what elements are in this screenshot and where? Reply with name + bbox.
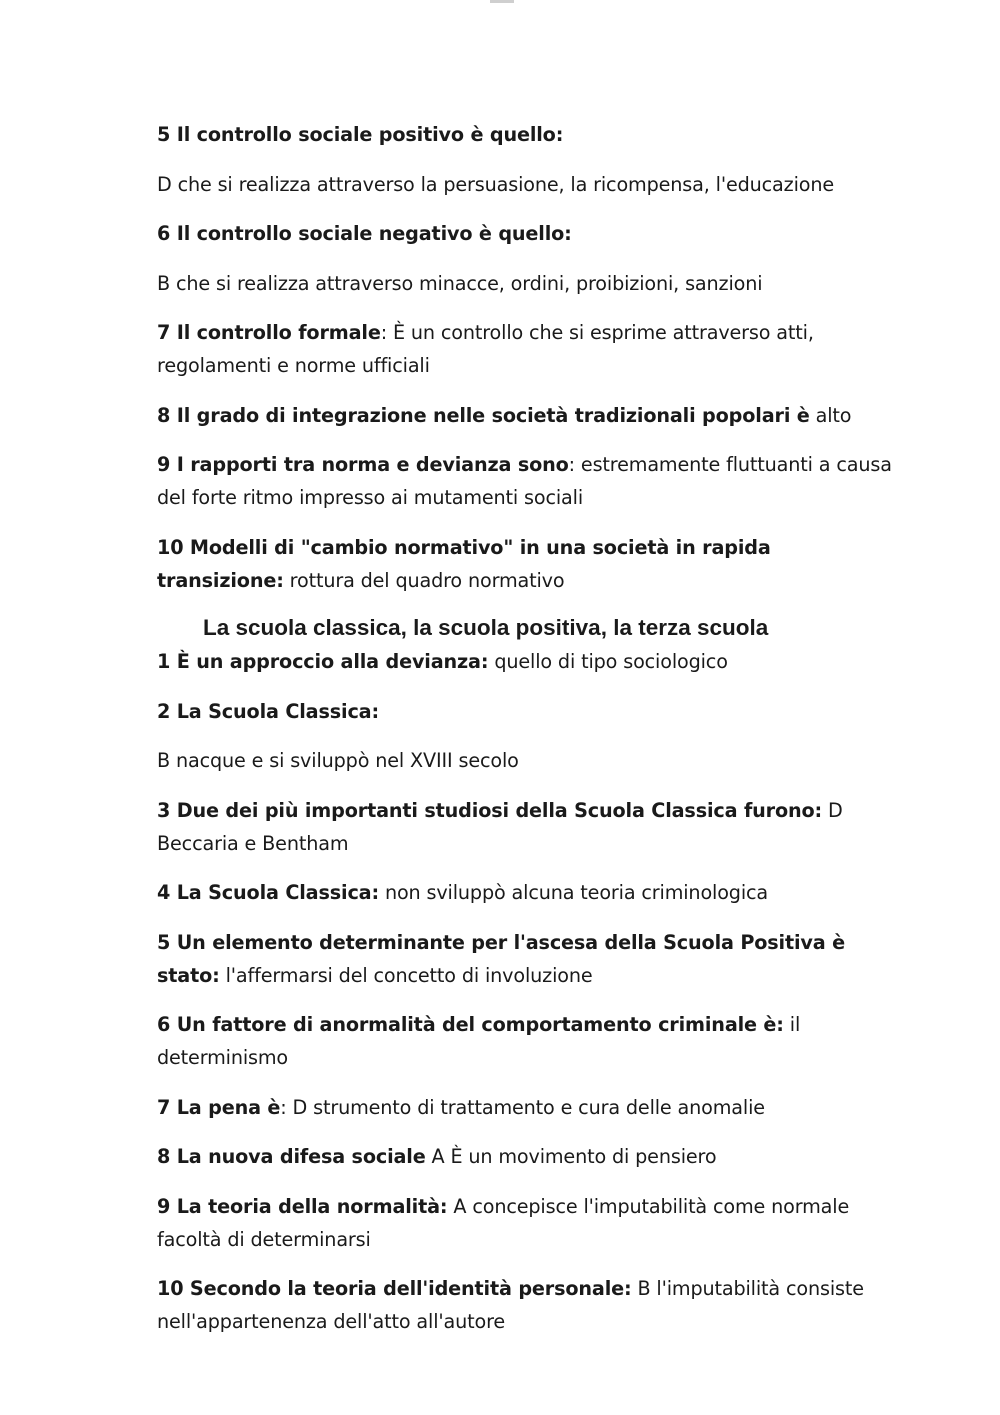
question-item — [157, 794, 902, 860]
document-body — [157, 118, 902, 1355]
question-text: 6 Il controllo sociale negativo è quello: — [157, 222, 572, 245]
answer-text: non sviluppò alcuna teoria criminologica — [379, 881, 769, 904]
question-item — [157, 1272, 902, 1338]
answer-text: D Beccaria e Bentham — [157, 798, 843, 855]
question-text: 7 La pena è — [157, 1095, 281, 1119]
question-item — [157, 1190, 902, 1256]
question-item — [157, 876, 902, 909]
question-text: 5 Il controllo sociale positivo è quello: — [157, 123, 564, 146]
question-text: 5 Un elemento determinante per l'ascesa della Scuola Positiva è stato: — [157, 930, 845, 987]
question-item — [157, 645, 902, 678]
question-text: 9 I rapporti tra norma e devianza sono — [157, 453, 569, 476]
answer-text: B che si realizza attraverso minacce, ordini, proibizioni, sanzioni — [157, 271, 763, 295]
question-text: 7 Il controllo formale — [157, 321, 381, 344]
answer-text: A È un movimento di pensiero — [425, 1145, 717, 1168]
question-text: 8 La nuova difesa sociale — [157, 1145, 426, 1168]
question-text: 2 La Scuola Classica: — [157, 699, 379, 723]
question-item — [157, 217, 902, 250]
question-text: 8 Il grado di integrazione nelle società tradizionali popolari è — [157, 403, 810, 427]
question-text: 1 È un approccio alla devianza: — [157, 650, 489, 673]
question-item — [157, 926, 902, 992]
question-text: 6 Un fattore di anormalità del comportamento criminale è: — [157, 1013, 784, 1036]
answer-text: l'affermarsi del concetto di involuzione — [219, 963, 593, 987]
answer-text: : È un controllo che si esprime attraverso atti, regolamenti e norme ufficiali — [157, 321, 814, 377]
question-text: 3 Due dei più importanti studiosi della Scuola Classica furono: — [157, 798, 823, 822]
question-item — [157, 399, 902, 432]
answer-text: D che si realizza attraverso la persuasione, la ricompensa, l'educazione — [157, 172, 834, 196]
answer-text: il determinismo — [157, 1013, 801, 1069]
answer-item — [157, 744, 902, 777]
section-title: La scuola classica, la scuola positiva, la terza scuola — [203, 615, 769, 640]
page-header-mark — [490, 0, 514, 3]
answer-item — [157, 168, 902, 201]
answer-text: B l'imputabilità consiste nell'appartenenza dell'atto all'autore — [157, 1277, 864, 1333]
question-text: 10 Secondo la teoria dell'identità personale: — [157, 1277, 632, 1300]
answer-text: : D strumento di trattamento e cura delle anomalie — [280, 1095, 765, 1119]
answer-text: : estremamente fluttuanti a causa del forte ritmo impresso ai mutamenti sociali — [157, 453, 892, 509]
question-item — [157, 1140, 902, 1173]
question-item — [157, 531, 902, 597]
question-item — [157, 118, 902, 151]
question-text: 9 La teoria della normalità: — [157, 1194, 448, 1218]
answer-item — [157, 267, 902, 300]
question-text: 10 Modelli di "cambio normativo" in una società in rapida transizione: — [157, 535, 771, 592]
question-item — [157, 448, 902, 514]
question-item — [157, 1008, 902, 1074]
question-item — [157, 1091, 902, 1124]
answer-text: alto — [809, 403, 852, 427]
question-item — [157, 316, 902, 382]
answer-text: quello di tipo sociologico — [488, 650, 728, 673]
answer-text: B nacque e si sviluppò nel XVIII secolo — [157, 749, 519, 772]
question-item — [157, 695, 902, 728]
answer-text: A concepisce l'imputabilità come normale facoltà di determinarsi — [157, 1194, 850, 1251]
question-text: 4 La Scuola Classica: — [157, 881, 379, 904]
answer-text: rottura del quadro normativo — [283, 568, 565, 592]
